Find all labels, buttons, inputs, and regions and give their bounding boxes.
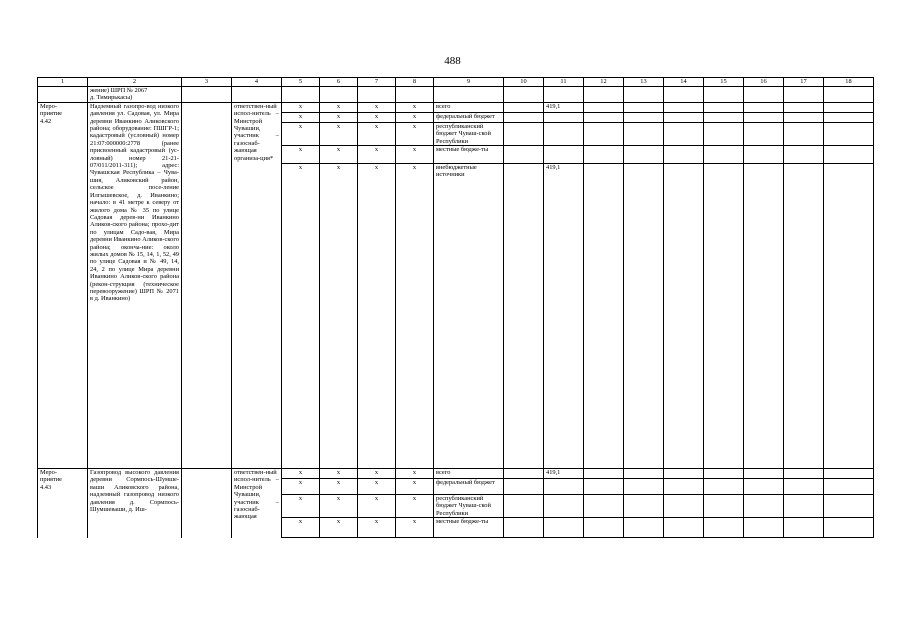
cell-empty xyxy=(320,87,358,103)
cell-empty xyxy=(584,164,624,469)
cell-empty xyxy=(182,469,232,538)
cell-empty xyxy=(744,112,784,122)
column-number: 5 xyxy=(282,78,320,87)
mark-cell: х xyxy=(396,469,434,479)
cell-empty xyxy=(504,469,544,479)
cell-empty xyxy=(232,87,282,103)
mark-cell: х xyxy=(396,495,434,518)
cell-empty xyxy=(624,164,664,469)
cell-empty xyxy=(624,87,664,103)
cell-empty xyxy=(784,87,824,103)
cell-empty xyxy=(664,479,704,495)
funding-source: республиканский бюджет Чуваш-ской Республики xyxy=(434,495,504,518)
measure-executor: ответствен-ный испол-нитель – Минстрой Чувашии, участник – газоснаб-жающая xyxy=(232,469,282,538)
mark-cell: х xyxy=(396,518,434,538)
cell-empty xyxy=(824,164,874,469)
mark-cell: х xyxy=(320,469,358,479)
cell-empty xyxy=(664,122,704,145)
cell-empty xyxy=(504,495,544,518)
cell-empty xyxy=(824,469,874,479)
cell-empty xyxy=(744,164,784,469)
amount-cell xyxy=(544,122,584,145)
mark-cell: х xyxy=(358,146,396,164)
measure-id-line: Меро- xyxy=(40,102,57,110)
column-number: 14 xyxy=(664,78,704,87)
cell-empty xyxy=(704,146,744,164)
cell-empty xyxy=(784,469,824,479)
cell-empty xyxy=(744,122,784,145)
cell-empty xyxy=(704,87,744,103)
cell-empty xyxy=(504,87,544,103)
column-number: 2 xyxy=(88,78,182,87)
measure-row xyxy=(38,469,874,479)
mark-cell: х xyxy=(358,102,396,112)
funding-source: республиканский бюджет Чуваш-ской Республики xyxy=(434,122,504,145)
mark-cell: х xyxy=(396,479,434,495)
measure-id xyxy=(38,102,88,468)
cell-empty xyxy=(824,102,874,112)
funding-source: всего xyxy=(434,469,504,479)
cell-empty xyxy=(784,495,824,518)
cell-empty xyxy=(824,122,874,145)
cell-empty xyxy=(704,164,744,469)
cell-empty xyxy=(584,87,624,103)
cell-empty xyxy=(624,112,664,122)
cell-empty xyxy=(744,102,784,112)
cell-empty xyxy=(664,112,704,122)
column-number: 10 xyxy=(504,78,544,87)
cell-empty xyxy=(624,495,664,518)
cell-empty xyxy=(784,146,824,164)
mark-cell: х xyxy=(358,518,396,538)
cell-empty xyxy=(358,87,396,103)
cell-empty xyxy=(784,102,824,112)
column-number: 17 xyxy=(784,78,824,87)
cell-empty xyxy=(182,102,232,468)
continuation-row xyxy=(38,87,874,103)
funding-source: всего xyxy=(434,102,504,112)
column-number-row xyxy=(38,78,874,87)
mark-cell: х xyxy=(282,495,320,518)
program-table xyxy=(37,77,874,538)
mark-cell: х xyxy=(320,518,358,538)
cell-empty xyxy=(624,146,664,164)
cell-empty xyxy=(664,164,704,469)
cell-empty xyxy=(664,469,704,479)
measure-id-line: приятие xyxy=(40,476,63,484)
column-number: 18 xyxy=(824,78,874,87)
cell-empty xyxy=(624,479,664,495)
funding-source: федеральный бюджет xyxy=(434,479,504,495)
amount-cell: 419,1 xyxy=(544,102,584,112)
mark-cell: х xyxy=(320,122,358,145)
cell-empty xyxy=(664,518,704,538)
cell-empty xyxy=(744,495,784,518)
cell-empty xyxy=(824,146,874,164)
mark-cell: х xyxy=(282,102,320,112)
mark-cell: х xyxy=(282,122,320,145)
funding-source: местные бюдже-ты xyxy=(434,146,504,164)
mark-cell: х xyxy=(320,102,358,112)
mark-cell: х xyxy=(320,112,358,122)
cell-empty xyxy=(824,495,874,518)
continuation-line: жение) ШРП № 2067 xyxy=(90,87,148,94)
cell-empty xyxy=(704,122,744,145)
measure-id xyxy=(38,469,88,538)
measure-id-line: Меро- xyxy=(40,469,57,477)
continuation-line: д. Тимирькасы) xyxy=(90,94,133,102)
cell-empty xyxy=(38,87,88,103)
cell-empty xyxy=(504,102,544,112)
mark-cell: х xyxy=(320,495,358,518)
mark-cell: х xyxy=(396,146,434,164)
mark-cell: х xyxy=(358,469,396,479)
cell-empty xyxy=(704,495,744,518)
measure-row xyxy=(38,102,874,112)
column-number: 15 xyxy=(704,78,744,87)
cell-empty xyxy=(396,87,434,103)
cell-empty xyxy=(784,164,824,469)
cell-empty xyxy=(784,479,824,495)
cell-empty xyxy=(182,87,232,103)
mark-cell: х xyxy=(358,479,396,495)
amount-cell xyxy=(544,495,584,518)
cell-empty xyxy=(584,122,624,145)
cell-empty xyxy=(824,112,874,122)
mark-cell: х xyxy=(396,122,434,145)
mark-cell: х xyxy=(282,164,320,469)
cell-empty xyxy=(504,112,544,122)
cell-empty xyxy=(584,102,624,112)
cell-empty xyxy=(624,469,664,479)
amount-cell: 419,1 xyxy=(544,469,584,479)
measure-executor: ответствен-ный испол-нитель – Минстрой Чувашии, участник – газоснаб-жающая организа-ция* xyxy=(232,102,282,468)
cell-empty xyxy=(504,518,544,538)
cell-empty xyxy=(744,518,784,538)
cell-empty xyxy=(744,87,784,103)
cell-empty xyxy=(434,87,504,103)
measure-id-line: приятие xyxy=(40,110,63,118)
mark-cell: х xyxy=(358,112,396,122)
column-number: 11 xyxy=(544,78,584,87)
column-number: 13 xyxy=(624,78,664,87)
cell-empty xyxy=(704,518,744,538)
column-number: 7 xyxy=(358,78,396,87)
cell-empty xyxy=(504,164,544,469)
cell-empty xyxy=(704,479,744,495)
measure-id-line: 4.42 xyxy=(40,117,52,125)
measure-description: Газопровод высокого давления деревни Сормпось-Шумше-ваши Аликовского района, надземный газопровод низкого давления д. Сормпось-Шумшеваши, д. Иш- xyxy=(88,469,182,538)
cell-empty xyxy=(504,146,544,164)
mark-cell: х xyxy=(320,146,358,164)
cell-empty xyxy=(282,87,320,103)
mark-cell: х xyxy=(282,112,320,122)
cell-empty xyxy=(784,518,824,538)
amount-cell xyxy=(544,479,584,495)
column-number: 3 xyxy=(182,78,232,87)
mark-cell: х xyxy=(320,479,358,495)
cell-empty xyxy=(624,518,664,538)
mark-cell: х xyxy=(396,112,434,122)
cell-empty xyxy=(704,469,744,479)
cell-empty xyxy=(664,146,704,164)
cell-empty xyxy=(584,146,624,164)
cell-empty xyxy=(664,102,704,112)
mark-cell: х xyxy=(282,469,320,479)
measure-id-line: 4.43 xyxy=(40,483,52,491)
cell-empty xyxy=(504,479,544,495)
column-number: 16 xyxy=(744,78,784,87)
funding-source: внебюджетные источники xyxy=(434,164,504,469)
amount-cell: 419,1 xyxy=(544,164,584,469)
cell-empty xyxy=(584,479,624,495)
column-number: 6 xyxy=(320,78,358,87)
column-number: 9 xyxy=(434,78,504,87)
continuation-description xyxy=(88,87,182,103)
mark-cell: х xyxy=(320,164,358,469)
mark-cell: х xyxy=(358,495,396,518)
measure-description: Надземный газопро-вод низкого давления ул. Садовая, ул. Мира деревни Иванкино Аликовского района; оборудование: ПШГР-1; кадастровый (условный) номер 21:07:000000:2778 (ранее присвоенный кадастровый (ус-ловный) номер 21-21-07/011/2011-311); адрес: Чувашская Республика – Чува-шия, Аликовский район, сельское посе-ление Илгышевское, д. Иванкино; начало: в 41 метре к северу от жилого дома № 35 по улице Садовая дерев-ни Иванкино Аликов-ского района; прохо-дит по улицам Садо-вая, Мира деревни Иванкино Аликов-ского района; оконча-ние: около жилых домов № 15, 14, 1, 52, 49 по улице Садовая и № 49, 14, 24, 2 по улице Мира деревни Иванкино Аликов-ского района (рекон-струкция (техническое перевооружение) ШРП № 2071 в д. Иванкино) xyxy=(88,102,182,468)
amount-cell xyxy=(544,518,584,538)
cell-empty xyxy=(504,122,544,145)
mark-cell: х xyxy=(282,146,320,164)
cell-empty xyxy=(664,495,704,518)
amount-cell xyxy=(544,112,584,122)
cell-empty xyxy=(584,495,624,518)
cell-empty xyxy=(744,469,784,479)
column-number: 8 xyxy=(396,78,434,87)
cell-empty xyxy=(784,122,824,145)
cell-empty xyxy=(664,87,704,103)
mark-cell: х xyxy=(396,102,434,112)
amount-cell xyxy=(544,146,584,164)
cell-empty xyxy=(584,518,624,538)
cell-empty xyxy=(584,469,624,479)
cell-empty xyxy=(624,122,664,145)
cell-empty xyxy=(624,102,664,112)
cell-empty xyxy=(824,479,874,495)
column-number: 4 xyxy=(232,78,282,87)
cell-empty xyxy=(744,146,784,164)
cell-empty xyxy=(824,87,874,103)
cell-empty xyxy=(704,112,744,122)
mark-cell: х xyxy=(358,122,396,145)
cell-empty xyxy=(544,87,584,103)
mark-cell: х xyxy=(282,479,320,495)
funding-source: местные бюдже-ты xyxy=(434,518,504,538)
column-number: 12 xyxy=(584,78,624,87)
cell-empty xyxy=(824,518,874,538)
cell-empty xyxy=(784,112,824,122)
table-body xyxy=(38,78,874,538)
mark-cell: х xyxy=(282,518,320,538)
column-number: 1 xyxy=(38,78,88,87)
cell-empty xyxy=(704,102,744,112)
mark-cell: х xyxy=(396,164,434,469)
cell-empty xyxy=(584,112,624,122)
cell-empty xyxy=(744,479,784,495)
funding-source: федеральный бюджет xyxy=(434,112,504,122)
mark-cell: х xyxy=(358,164,396,469)
page-number: 488 xyxy=(444,55,461,67)
